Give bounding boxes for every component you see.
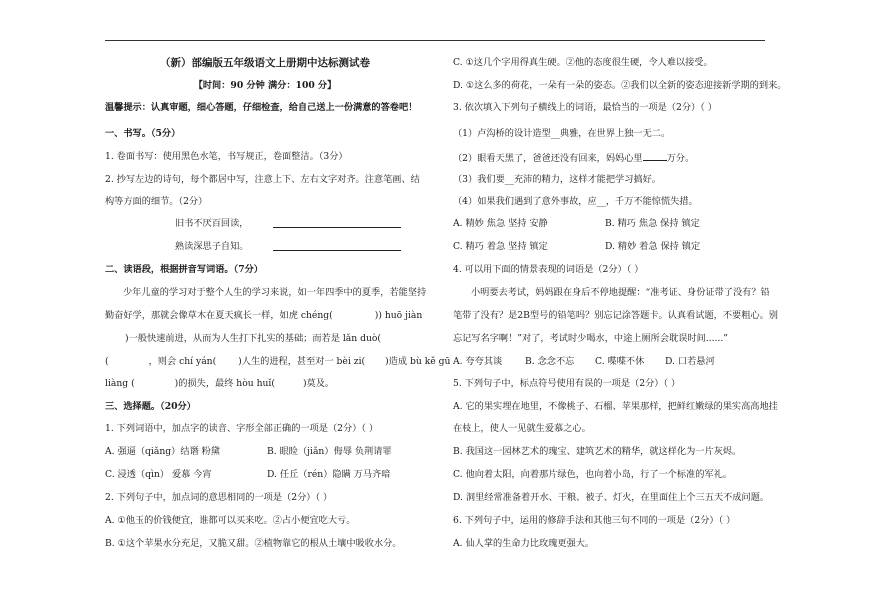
option-a[interactable]: A. 夸夸其谈 — [453, 356, 503, 367]
question-3-6: 6. 下列句子中，运用的修辞手法和其他三句不同的一项是（2分）（ ） — [453, 515, 736, 526]
poem-line-1: 旧书不厌百回读， — [175, 218, 249, 229]
option-d[interactable]: D. ①这么多的荷花，一朵有一朵的姿态。②我们以全新的姿态迎接新学期的到来。 — [453, 80, 787, 91]
option-b[interactable]: B. ①这个苹果水分充足，又脆又甜。②植物靠它的根从土壤中吸收水分。 — [105, 538, 402, 549]
question-1-2: 2. 抄写左边的诗句，每个都居中写，注意上下、左右文字对齐。注意笔画、结 — [105, 174, 420, 185]
passage-text: )造成 bù kě gū — [385, 356, 451, 367]
passage-line-1: 少年儿童的学习对于整个人生的学习来说，如一年四季中的夏季，若能坚持 — [123, 287, 427, 298]
question-3-2: 2. 下列句子中，加点词的意思相同的一项是（2分）（ ） — [105, 492, 333, 503]
question-3-1: 1. 下列词语中，加点字的读音、字形全部正确的一项是（2分）（ ） — [105, 423, 379, 434]
option-b[interactable]: B. 精巧 焦急 保持 镇定 — [605, 218, 700, 229]
option-a[interactable]: A. 仙人掌的生命力比玫瑰更强大。 — [453, 538, 595, 549]
tip-text — [105, 102, 417, 114]
option-c[interactable]: C. 喋喋不休 — [595, 356, 645, 367]
option-a[interactable]: A. ①他玉的价钱便宜，谁都可以买来吃。②占小便宜吃大亏。 — [105, 515, 356, 526]
option-a[interactable]: A. 强逼（qiǎng）结谮 粉黛 — [105, 446, 220, 457]
section-1-heading: 一、书写。（5分） — [105, 128, 181, 139]
sentence-text: 万分。 — [666, 153, 695, 164]
page-title: （新）部编版五年级语文上册期中达标测试卷 — [160, 57, 370, 69]
passage-line-5 — [105, 378, 334, 390]
section-2-heading: 二、读语段，根据拼音写词语。（7分） — [105, 264, 263, 275]
option-a[interactable]: A. 它的果实埋在地里，不像桃子、石榴、苹果那样，把鲜红嫩绿的果实高高地挂 — [453, 401, 778, 412]
tip: 温馨提示：认真审题，细心答题，仔细检查，给自己送上一份满意的答卷吧！ — [105, 102, 418, 113]
option-d[interactable]: D. 口若悬河 — [665, 356, 715, 367]
answer-blank[interactable] — [643, 151, 667, 161]
scenario-line-1: 小明要去考试，妈妈跟在身后不停地提醒：“准考证、身份证带了没有？铅 — [471, 287, 770, 298]
header-rule — [105, 40, 765, 41]
sentence-1: （1）卢沟桥的设计造型__典雅，在世界上独一无二。 — [453, 128, 671, 139]
option-c[interactable]: C. 浸透（qìn） 爱慕 今宵 — [105, 469, 212, 480]
question-3-5: 5. 下列句子中，标点符号使用有误的一项是（2分）（ ） — [453, 378, 681, 389]
option-d[interactable]: D. 任丘（rén）隐瞒 万马齐喑 — [267, 469, 391, 480]
option-b[interactable]: B. 念念不忘 — [525, 356, 575, 367]
passage-text: )的损失，最终 hòu huǐ( — [174, 378, 275, 389]
option-a-cont: 在枝上，使人一见就生爱慕之心。 — [453, 423, 591, 434]
option-c[interactable]: C. 精巧 着急 坚持 镇定 — [453, 241, 548, 252]
passage-text: )莫及。 — [302, 378, 335, 389]
passage-line-4 — [105, 356, 450, 368]
option-c[interactable]: C. ①这几个字用得真生硬。②他的态度很生硬，令人难以接受。 — [453, 57, 713, 68]
poem-line-2: 熟读深思子自知。 — [175, 241, 249, 252]
passage-text: ( — [105, 356, 109, 367]
option-a[interactable]: A. 精妙 焦急 坚持 安静 — [453, 218, 548, 229]
option-c[interactable]: C. 他向着太阳，向着那片绿色，也向着小岛，行了一个标准的军礼。 — [453, 469, 732, 480]
passage-text: ，则会 chí yán( — [148, 356, 217, 367]
copy-blank-2[interactable] — [273, 241, 401, 251]
passage-text: )人生的进程，甚至对一 bèi zi( — [238, 356, 366, 367]
sentence-4: （4）如果我们遇到了意外事故，应__，千万不能惊慌失措。 — [453, 196, 698, 207]
sentence-2 — [453, 151, 694, 165]
question-1-2-cont: 构等方面的细节。（2分） — [105, 196, 208, 207]
passage-text: 勤奋好学，那就会像草木在夏天疯长一样，如虎 chéng( — [105, 310, 333, 321]
sentence-3: （3）我们要__充沛的精力，这样才能把学习搞好。 — [453, 174, 661, 185]
exam-info: 【时间：90 分钟 满分：100 分】 — [193, 80, 337, 91]
sentence-text: （2）眼看天黑了，爸爸还没有回来，妈妈心里 — [453, 153, 643, 164]
scenario-line-3: 忘记写名字啊！”对了，考试时少喝水，中途上厕所会耽误时间......” — [453, 333, 728, 344]
question-3-3: 3. 依次填入下列句子横线上的词语，最恰当的一项是（2分）（ ） — [453, 102, 717, 113]
scenario-line-2: 笔带了没有？是2B型号的铅笔吗？别忘记涂答题卡。认真看试题，不要粗心。别 — [453, 310, 778, 321]
question-3-4: 4. 可以用下面的情景表现的词语是（2分）（ ） — [453, 264, 644, 275]
option-d[interactable]: D. 精妙 着急 保持 镇定 — [605, 241, 701, 252]
question-1-1: 1. 卷面书写：使用黑色水笔，书写规正，卷面整洁。（3分） — [105, 151, 348, 162]
passage-line-2 — [105, 310, 422, 322]
option-b[interactable]: B. 我国这一园林艺术的瑰宝、建筑艺术的精华，就这样化为一片灰烬。 — [453, 446, 742, 457]
option-b[interactable]: B. 眼睑（jiǎn）侮辱 负荆请罪 — [267, 446, 392, 457]
passage-line-3: )一般快速前进，从而为人生打下扎实的基础；而若是 lǎn duò( — [125, 333, 381, 344]
passage-text: liàng ( — [105, 378, 135, 389]
passage-text: )) huō jiàn — [374, 310, 423, 321]
option-d[interactable]: D. 洞里经常准备着开水、干粮、被子、灯火，在里面住上个三五天不成问题。 — [453, 492, 770, 503]
copy-blank-1[interactable] — [273, 218, 401, 228]
section-3-heading: 三、选择题。（20分） — [105, 401, 196, 412]
